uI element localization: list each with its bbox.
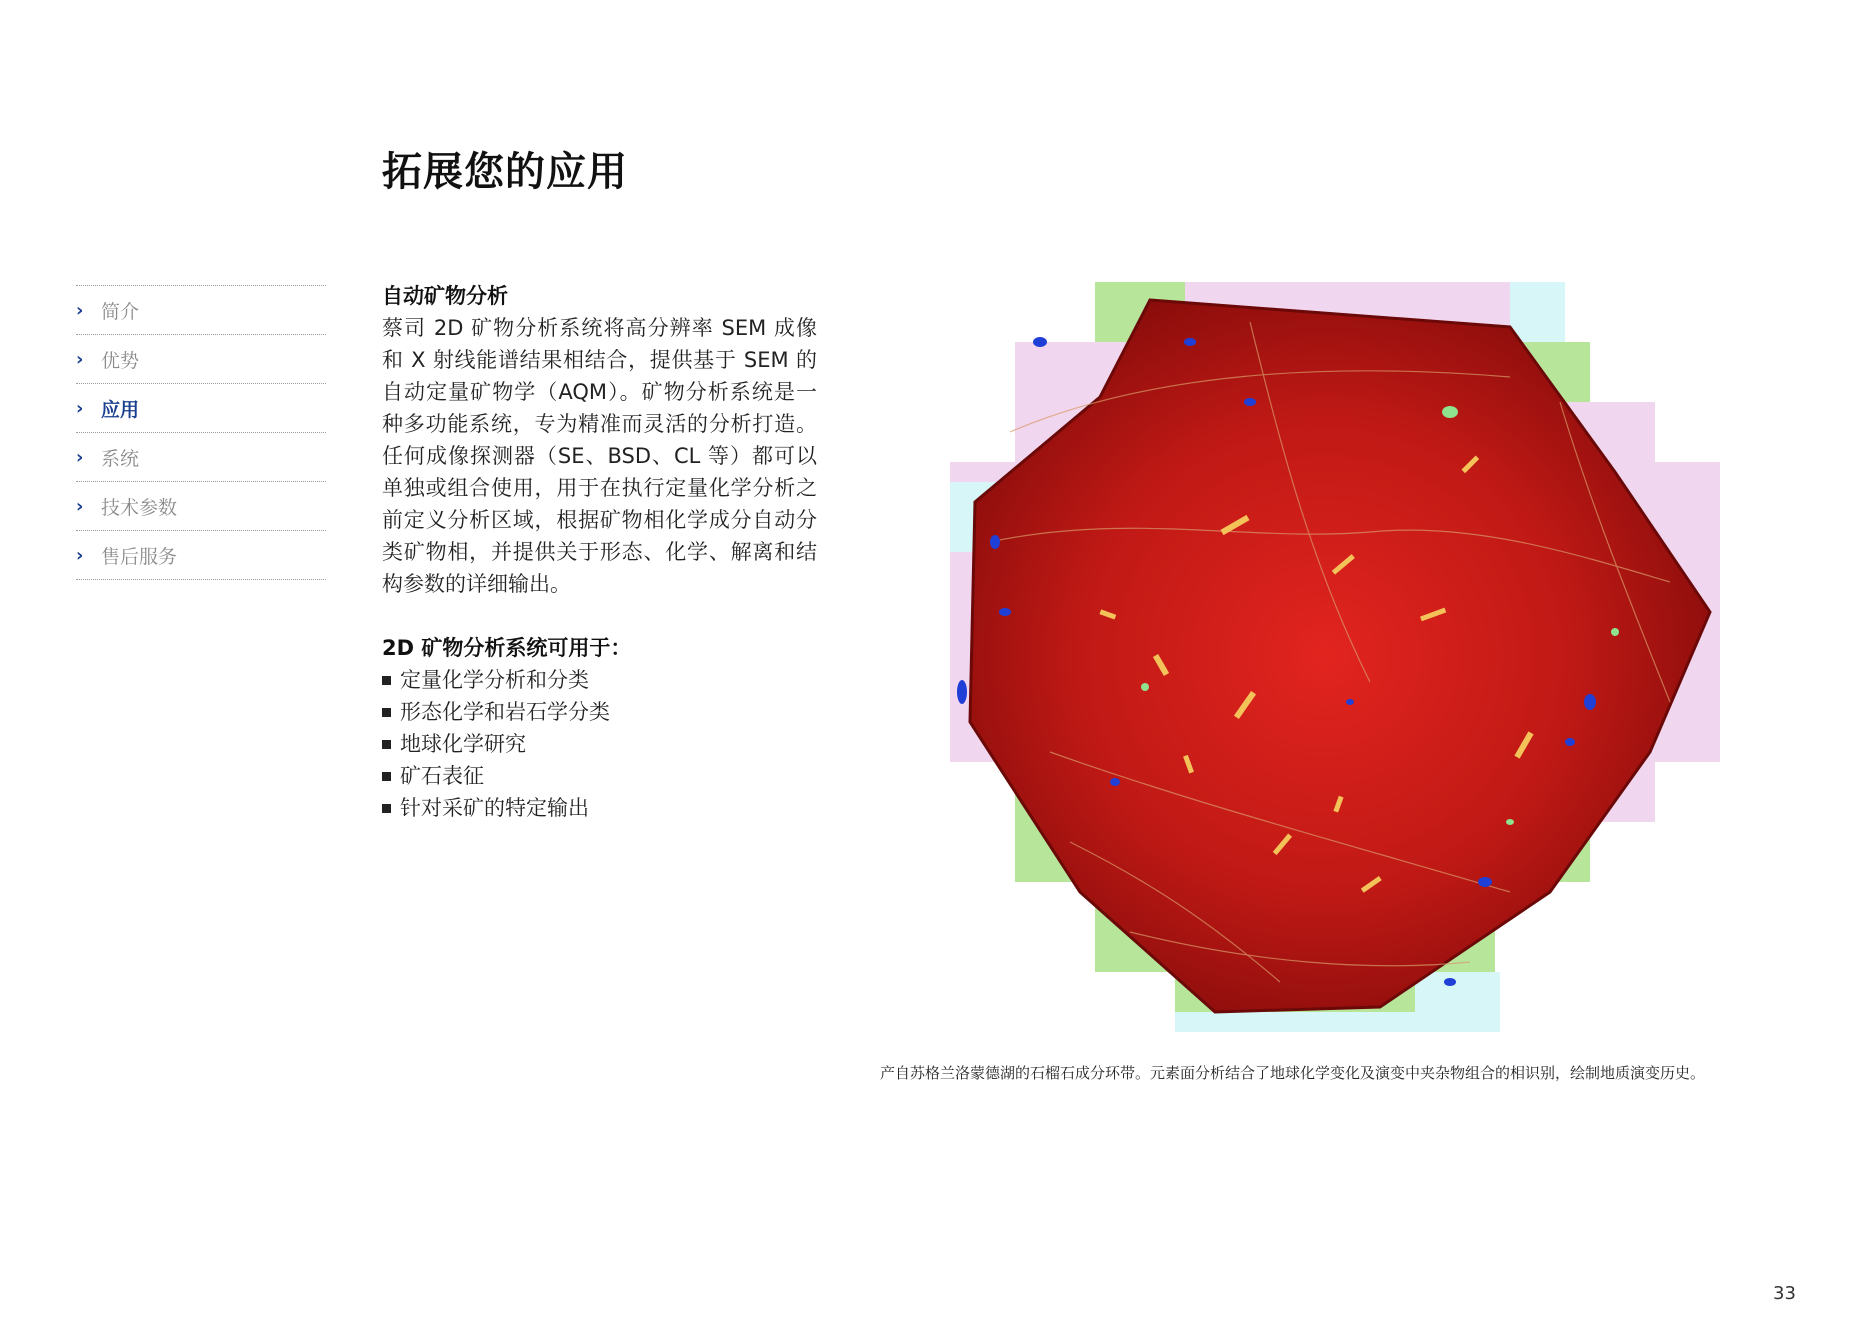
- list-item: 地球化学研究: [382, 728, 817, 760]
- chevron-right-icon: ›: [76, 544, 84, 566]
- section-subheading: 自动矿物分析: [382, 284, 508, 308]
- nav-item-label: 简介: [101, 300, 140, 323]
- chevron-right-icon: ›: [76, 299, 84, 321]
- figure-caption: 产自苏格兰洛蒙德湖的石榴石成分环带。元素面分析结合了地球化学变化及演变中夹杂物组合的相识别，绘制地质演变历史。: [880, 1064, 1706, 1082]
- uses-list: [382, 664, 817, 824]
- garnet-element-map-image: [950, 282, 1720, 1052]
- chevron-right-icon: ›: [76, 348, 84, 370]
- list-item: 定量化学分析和分类: [382, 664, 817, 696]
- list-item: 形态化学和岩石学分类: [382, 696, 817, 728]
- section-nav: [76, 285, 326, 580]
- bullet-square-icon: [382, 740, 391, 749]
- main-content: [382, 280, 817, 824]
- nav-item-label: 应用: [101, 398, 140, 421]
- page-title: 拓展您的应用: [382, 149, 628, 195]
- nav-item-5[interactable]: [76, 530, 326, 580]
- bullet-square-icon: [382, 676, 391, 685]
- page-number: 33: [1773, 1283, 1796, 1304]
- uses-list-heading: 2D 矿物分析系统可用于：: [382, 636, 632, 660]
- chevron-right-icon: ›: [76, 446, 84, 468]
- bullet-square-icon: [382, 772, 391, 781]
- nav-item-0[interactable]: [76, 285, 326, 334]
- nav-item-3[interactable]: [76, 432, 326, 481]
- list-item: 针对采矿的特定输出: [382, 792, 817, 824]
- description-paragraph: 蔡司 2D 矿物分析系统将高分辨率 SEM 成像和 X 射线能谱结果相结合，提供基于 SEM 的自动定量矿物学（AQM）。矿物分析系统是一种多功能系统，专为精准而灵活的分析打造。任何成像探测器（SE、BSD、CL 等）都可以单独或组合使用，用于在执行定量化学分析之前定义分析区域，根据矿物相化学成分自动分类矿物相，并提供关于形态、化学、解离和结构参数的详细输出。: [382, 316, 817, 596]
- list-item: 矿石表征: [382, 760, 817, 792]
- chevron-right-icon: ›: [76, 495, 84, 517]
- nav-item-label: 优势: [101, 349, 140, 372]
- nav-item-label: 系统: [101, 447, 140, 470]
- nav-item-4[interactable]: [76, 481, 326, 530]
- bullet-square-icon: [382, 708, 391, 717]
- nav-item-1[interactable]: [76, 334, 326, 383]
- bullet-square-icon: [382, 804, 391, 813]
- nav-item-label: 技术参数: [101, 496, 178, 519]
- chevron-right-icon: ›: [76, 397, 84, 419]
- nav-item-label: 售后服务: [101, 545, 178, 568]
- nav-item-2[interactable]: [76, 383, 326, 432]
